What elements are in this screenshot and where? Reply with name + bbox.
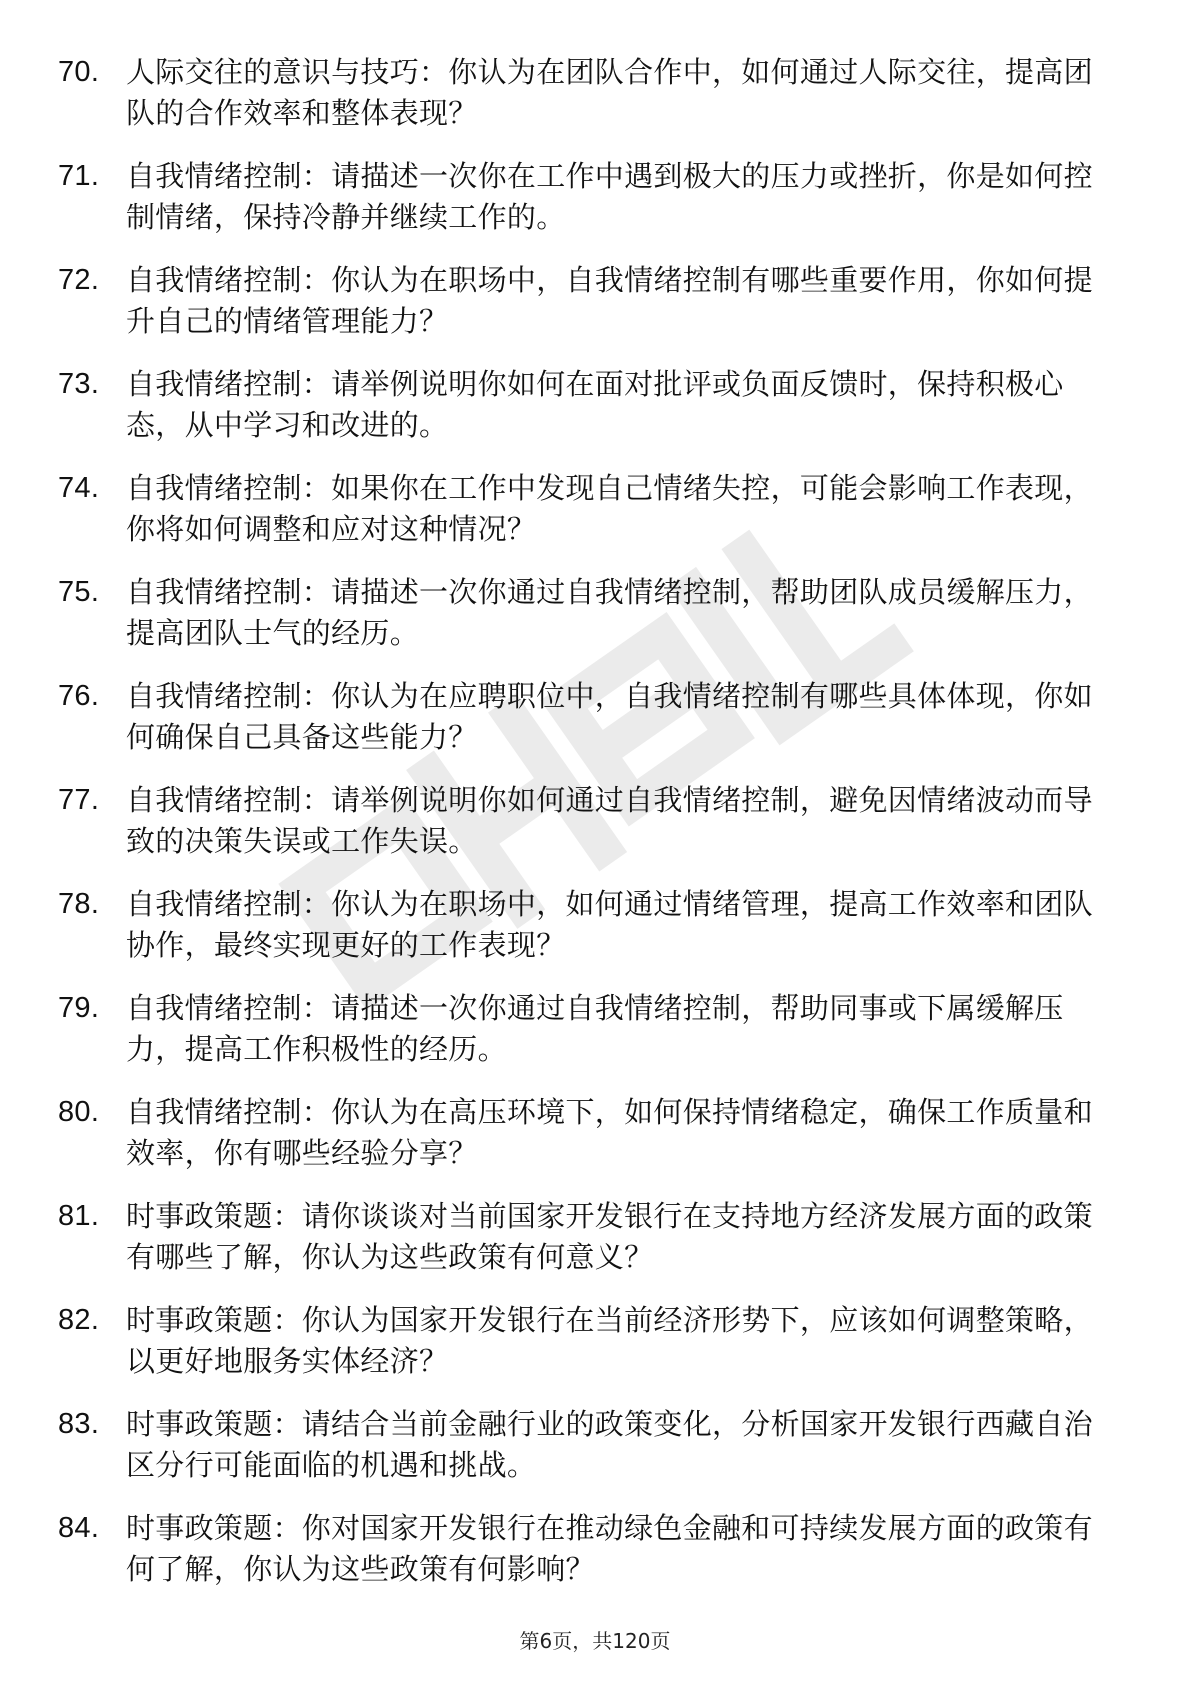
question-item xyxy=(58,364,1118,446)
page-footer xyxy=(0,1625,1190,1654)
question-item xyxy=(58,676,1118,758)
question-text: 自我情绪控制：请描述一次你通过自我情绪控制，帮助团队成员缓解压力，提高团队士气的经历。 xyxy=(126,575,1093,650)
question-number: 82. xyxy=(58,1304,100,1336)
question-item xyxy=(58,1300,1118,1382)
question-item xyxy=(58,572,1118,654)
question-text: 自我情绪控制：请描述一次你在工作中遇到极大的压力或挫折，你是如何控制情绪，保持冷静并继续工作的。 xyxy=(126,159,1093,234)
page-number-label: 第6页，共120页 xyxy=(519,1629,671,1653)
question-item xyxy=(58,260,1118,342)
question-item xyxy=(58,780,1118,862)
question-number: 72. xyxy=(58,264,100,296)
question-text: 自我情绪控制：如果你在工作中发现自己情绪失控，可能会影响工作表现，你将如何调整和应对这种情况？ xyxy=(126,471,1093,546)
question-item xyxy=(58,1404,1118,1486)
question-number: 76. xyxy=(58,680,100,712)
question-text: 人际交往的意识与技巧：你认为在团队合作中，如何通过人际交往，提高团队的合作效率和整体表现？ xyxy=(126,55,1093,130)
question-number: 74. xyxy=(58,472,100,504)
question-text: 时事政策题：你认为国家开发银行在当前经济形势下，应该如何调整策略，以更好地服务实体经济？ xyxy=(126,1303,1093,1378)
question-number: 71. xyxy=(58,160,100,192)
question-text: 自我情绪控制：你认为在职场中，自我情绪控制有哪些重要作用，你如何提升自己的情绪管理能力？ xyxy=(126,263,1093,338)
question-text: 自我情绪控制：请举例说明你如何在面对批评或负面反馈时，保持积极心态，从中学习和改进的。 xyxy=(126,367,1064,442)
question-item xyxy=(58,52,1118,134)
question-item xyxy=(58,1092,1118,1174)
question-number: 80. xyxy=(58,1096,100,1128)
question-number: 73. xyxy=(58,368,100,400)
question-item xyxy=(58,1508,1118,1590)
question-text: 自我情绪控制：你认为在高压环境下，如何保持情绪稳定，确保工作质量和效率，你有哪些经验分享？ xyxy=(126,1095,1093,1170)
question-item xyxy=(58,1196,1118,1278)
question-number: 78. xyxy=(58,888,100,920)
question-number: 75. xyxy=(58,576,100,608)
question-text: 自我情绪控制：请描述一次你通过自我情绪控制，帮助同事或下属缓解压力，提高工作积极性的经历。 xyxy=(126,991,1064,1066)
question-number: 81. xyxy=(58,1200,100,1232)
question-text: 时事政策题：请你谈谈对当前国家开发银行在支持地方经济发展方面的政策有哪些了解，你认为这些政策有何意义？ xyxy=(126,1199,1093,1274)
question-text: 时事政策题：你对国家开发银行在推动绿色金融和可持续发展方面的政策有何了解，你认为这些政策有何影响？ xyxy=(126,1511,1093,1586)
question-text: 自我情绪控制：你认为在应聘职位中，自我情绪控制有哪些具体体现，你如何确保自己具备这些能力？ xyxy=(126,679,1093,754)
question-item xyxy=(58,156,1118,238)
question-item xyxy=(58,988,1118,1070)
question-number: 77. xyxy=(58,784,100,816)
question-item xyxy=(58,468,1118,550)
question-number: 70. xyxy=(58,56,100,88)
question-text: 自我情绪控制：请举例说明你如何通过自我情绪控制，避免因情绪波动而导致的决策失误或工作失误。 xyxy=(126,783,1093,858)
question-number: 79. xyxy=(58,992,100,1024)
question-text: 时事政策题：请结合当前金融行业的政策变化，分析国家开发银行西藏自治区分行可能面临的机遇和挑战。 xyxy=(126,1407,1093,1482)
question-list xyxy=(58,52,1118,1612)
question-number: 83. xyxy=(58,1408,100,1440)
question-text: 自我情绪控制：你认为在职场中，如何通过情绪管理，提高工作效率和团队协作，最终实现更好的工作表现？ xyxy=(126,887,1093,962)
question-item xyxy=(58,884,1118,966)
question-number: 84. xyxy=(58,1512,100,1544)
